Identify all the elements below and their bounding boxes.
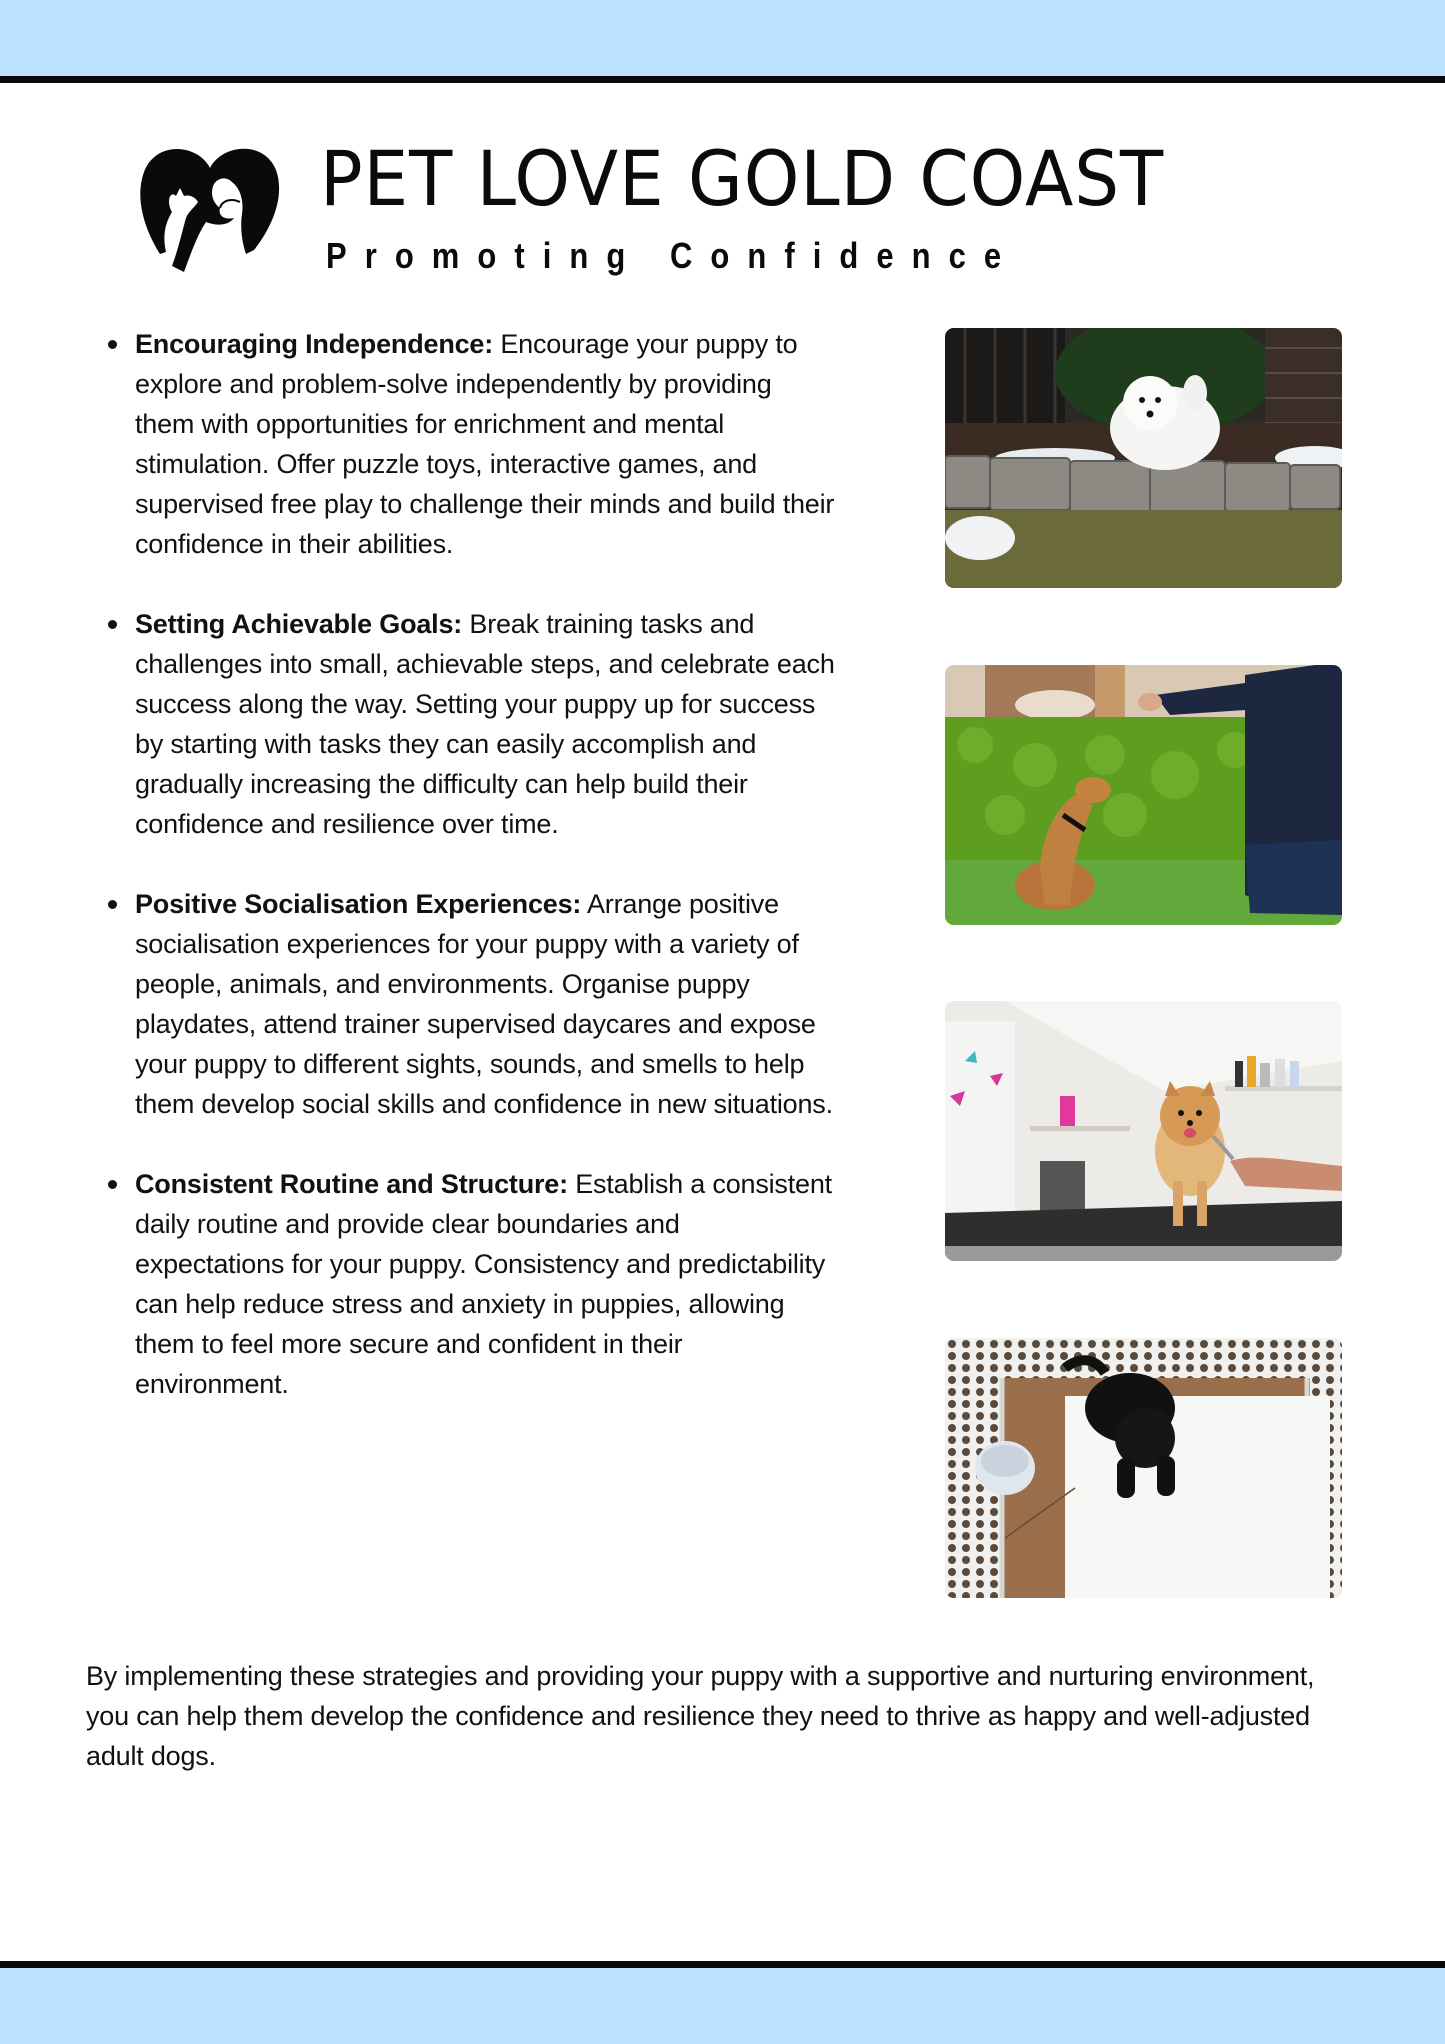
photo-black-puppy-pen xyxy=(945,1338,1342,1598)
bullet-icon xyxy=(108,900,117,909)
bullet-icon xyxy=(108,620,117,629)
photo-pomeranian-grooming xyxy=(945,1001,1342,1261)
item-body: Establish a consistent daily routine and provide clear boundaries and expectations for your puppy. Consistency and predictability can help reduce stress and anxiety in puppies, allowing them to feel more secure and confident in their environment. xyxy=(135,1169,832,1399)
item-body: Break training tasks and challenges into small, achievable steps, and celebrate each success along the way. Setting your puppy up for success by starting with tasks they can easily accomplish and gradually increasing the difficulty can help build their confidence and resilience over time. xyxy=(135,609,835,839)
list-item xyxy=(135,1164,835,1404)
bullet-icon xyxy=(108,1180,117,1189)
item-body: Encourage your puppy to explore and problem-solve independently by providing them with opportunities for enrichment and mental stimulation. Offer puzzle toys, interactive games, and supervised free play to challenge their minds and build their confidence in their abilities. xyxy=(135,329,835,559)
bottom-divider-rule xyxy=(0,1961,1445,1968)
bullet-icon xyxy=(108,340,117,349)
photo-puppy-trainer-lawn xyxy=(945,665,1342,925)
page-subtitle: Promoting Confidence xyxy=(326,235,1020,276)
strategy-list xyxy=(135,324,835,1404)
list-item xyxy=(135,884,835,1124)
item-heading: Consistent Routine and Structure: xyxy=(135,1169,568,1199)
page-title: PET LOVE GOLD COAST xyxy=(320,134,1165,223)
item-body: Arrange positive socialisation experiences for your puppy with a variety of people, animals, and environments. Organise puppy playdates, attend trainer supervised daycares and expose your puppy to different sights, sounds, and smells to help them develop social skills and confidence in new situations. xyxy=(135,889,833,1119)
heart-cat-dog-logo-icon xyxy=(136,142,284,272)
list-item xyxy=(135,324,835,564)
item-heading: Encouraging Independence: xyxy=(135,329,494,359)
list-item xyxy=(135,604,835,844)
closing-paragraph: By implementing these strategies and providing your puppy with a supportive and nurturing environment, you can help them develop the confidence and resilience they need to thrive as happy and well-adjusted adult dogs. xyxy=(86,1661,1315,1771)
bottom-color-band xyxy=(0,1968,1445,2044)
photo-white-puppy-garden xyxy=(945,328,1342,588)
top-color-band xyxy=(0,0,1445,76)
item-heading: Positive Socialisation Experiences: xyxy=(135,889,582,919)
top-divider-rule xyxy=(0,76,1445,83)
item-heading: Setting Achievable Goals: xyxy=(135,609,463,639)
